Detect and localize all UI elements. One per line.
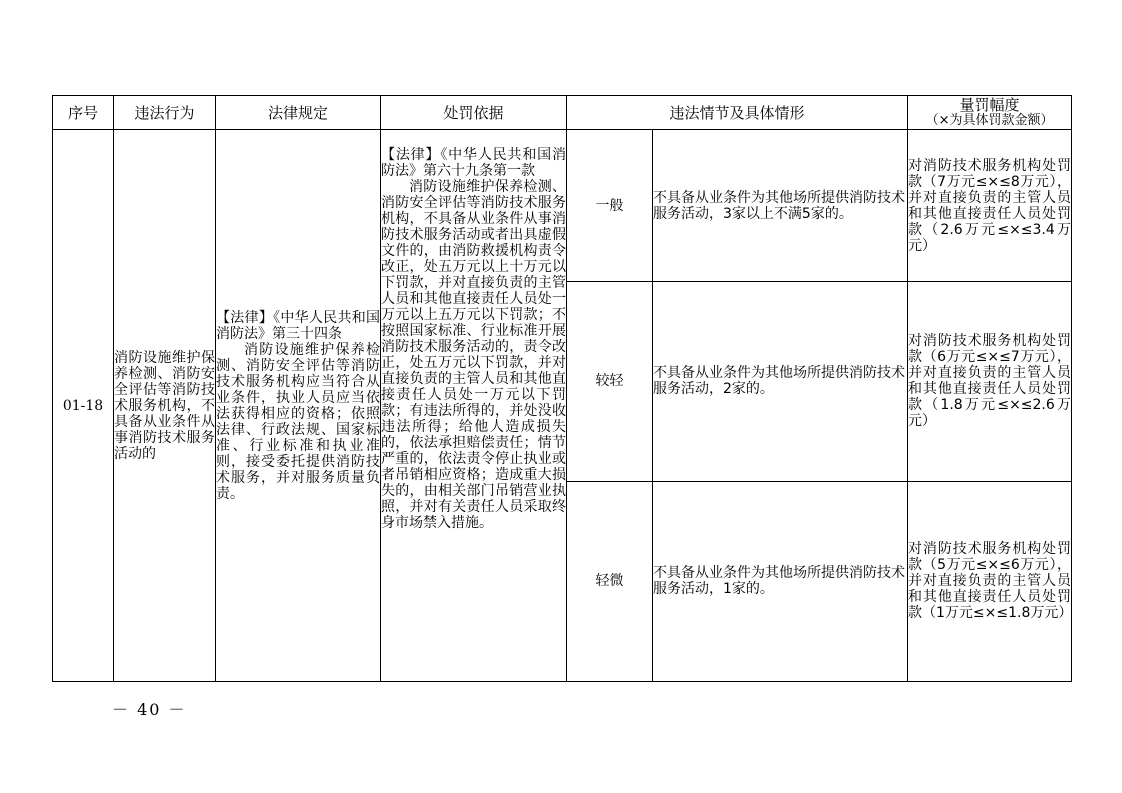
row-act: 消防设施维护保养检测、消防安全评估等消防技术服务机构，不具备从业条件从事消防技术服务活动的 xyxy=(114,130,216,682)
level-penalty: 对消防技术服务机构处罚款（7万元≤×≤8万元），并对直接负责的主管人员和其他直接责任人员处罚款（2.6万元≤×≤3.4万元） xyxy=(908,130,1072,282)
page-number: － 40 － xyxy=(112,700,187,719)
header-law: 法律规定 xyxy=(216,96,381,130)
level-situation: 不具备从业条件为其他场所提供消防技术服务活动，1家的。 xyxy=(653,481,908,681)
level-penalty: 对消防技术服务机构处罚款（5万元≤×≤6万元），并对直接负责的主管人员和其他直接责任人员处罚款（1万元≤×≤1.8万元） xyxy=(908,481,1072,681)
header-range-title: 量罚幅度 xyxy=(959,95,1020,114)
level-situation: 不具备从业条件为其他场所提供消防技术服务活动，3家以上不满5家的。 xyxy=(653,130,908,282)
header-range xyxy=(908,96,1072,130)
header-circumstance: 违法情节及具体情形 xyxy=(567,96,908,130)
basis-title: 【法律】《中华人民共和国消防法》第六十九条第一款 xyxy=(381,147,566,180)
row-seq: 01-18 xyxy=(53,130,114,682)
header-range-note: （×为具体罚款金额） xyxy=(925,112,1054,128)
table-row xyxy=(53,130,1072,282)
header-act: 违法行为 xyxy=(114,96,216,130)
level-label: 轻微 xyxy=(567,481,653,681)
level-situation: 不具备从业条件为其他场所提供消防技术服务活动，2家的。 xyxy=(653,282,908,481)
header-seq: 序号 xyxy=(53,96,114,130)
level-label: 一般 xyxy=(567,130,653,282)
law-body: 消防设施维护保养检测、消防安全评估等消防技术服务机构应当符合从业条件，执业人员应当依法获得相应的资格；依照法律、行政法规、国家标准、行业标准和执业准则，接受委托提供消防技术服务，并对服务质量负责。 xyxy=(216,341,380,502)
row-basis xyxy=(381,130,567,682)
header-basis: 处罚依据 xyxy=(381,96,567,130)
row-law xyxy=(216,130,381,682)
level-penalty: 对消防技术服务机构处罚款（6万元≤×≤7万元），并对直接负责的主管人员和其他直接责任人员处罚款（1.8万元≤×≤2.6万元） xyxy=(908,282,1072,481)
penalty-table xyxy=(52,95,1072,682)
basis-body: 消防设施维护保养检测、消防安全评估等消防技术服务机构，不具备从业条件从事消防技术服务活动或者出具虚假文件的，由消防救援机构责令改正，处五万元以上十万元以下罚款，并对直接负责的主管人员和其他直接责任人员处一万元以上五万元以下罚款；不按照国家标准、行业标准开展消防技术服务活动的，责令改正，处五万元以下罚款，并对直接负责的主管人员和其他直接责任人员处一万元以下罚款；有违法所得的，并处没收违法所得；给他人造成损失的，依法承担赔偿责任；情节严重的，依法责令停止执业或者吊销相应资格；造成重大损失的，由相关部门吊销营业执照，并对有关责任人员采取终身市场禁入措施。 xyxy=(381,179,566,532)
table-header-row xyxy=(53,96,1072,130)
law-title: 【法律】《中华人民共和国消防法》第三十四条 xyxy=(216,309,380,342)
level-label: 较轻 xyxy=(567,282,653,481)
